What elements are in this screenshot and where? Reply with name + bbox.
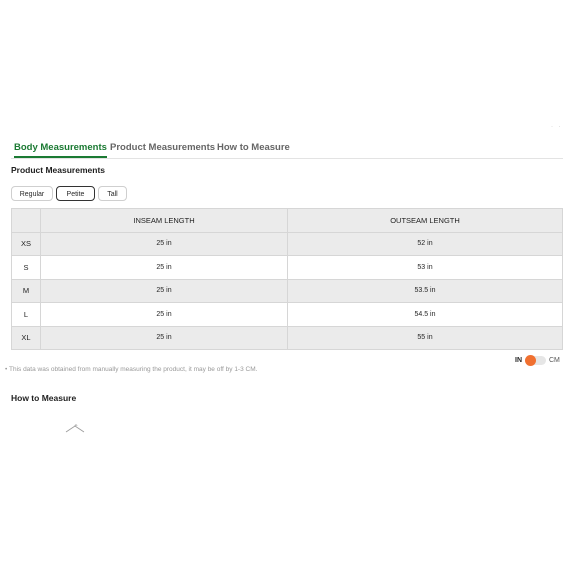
bullet-icon: • xyxy=(5,366,8,373)
unit-toggle xyxy=(515,354,560,366)
table-row xyxy=(12,326,563,350)
table-row xyxy=(12,232,563,256)
fit-tall-button[interactable]: Tall xyxy=(98,186,127,201)
outseam-cell: 55 in xyxy=(288,326,563,350)
size-table xyxy=(11,208,563,350)
inseam-cell: 25 in xyxy=(41,256,288,280)
header-size xyxy=(12,209,41,233)
tab-product-measurements[interactable]: Product Measurements xyxy=(110,142,216,153)
table-header-row xyxy=(12,209,563,233)
more-dots: · · xyxy=(551,124,563,130)
section-title: Product Measurements xyxy=(11,165,105,175)
fit-regular-button[interactable]: Regular xyxy=(11,186,53,201)
switch-knob xyxy=(525,355,536,366)
size-cell: XL xyxy=(12,326,41,350)
tab-body-measurements[interactable]: Body Measurements xyxy=(14,141,107,158)
fit-petite-button[interactable]: Petite xyxy=(56,186,95,201)
table-row xyxy=(12,303,563,327)
inseam-cell: 25 in xyxy=(41,232,288,256)
outseam-cell: 53.5 in xyxy=(288,279,563,303)
outseam-cell: 53 in xyxy=(288,256,563,280)
hanger-icon xyxy=(65,423,85,433)
note-text: This data was obtained from manually measuring the product, it may be off by 1-3 CM. xyxy=(8,366,258,373)
header-outseam: OUTSEAM LENGTH xyxy=(288,209,563,233)
measurement-note xyxy=(5,366,257,373)
tab-how-to-measure[interactable]: How to Measure xyxy=(217,142,290,153)
size-cell: XS xyxy=(12,232,41,256)
unit-in-label[interactable]: IN xyxy=(515,356,522,364)
how-to-measure-title: How to Measure xyxy=(11,393,77,403)
inseam-cell: 25 in xyxy=(41,279,288,303)
header-inseam: INSEAM LENGTH xyxy=(41,209,288,233)
size-cell: S xyxy=(12,256,41,280)
outseam-cell: 54.5 in xyxy=(288,303,563,327)
inseam-cell: 25 in xyxy=(41,326,288,350)
inseam-cell: 25 in xyxy=(41,303,288,327)
unit-cm-label[interactable]: CM xyxy=(549,356,560,364)
table-row xyxy=(12,279,563,303)
unit-switch[interactable] xyxy=(525,356,546,365)
measurement-tabs xyxy=(11,141,563,159)
size-cell: L xyxy=(12,303,41,327)
outseam-cell: 52 in xyxy=(288,232,563,256)
size-cell: M xyxy=(12,279,41,303)
table-row xyxy=(12,256,563,280)
